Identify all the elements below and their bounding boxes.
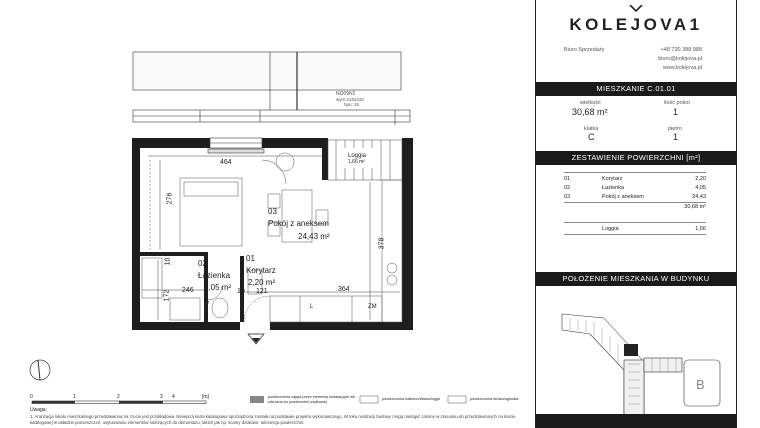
sales-office: Biuro Sprzedaży: [564, 47, 605, 53]
room-01-area: 2,20 m²: [248, 278, 276, 287]
apartment-title: MIESZKANIE C.01.01: [536, 82, 736, 96]
stair-label: klatka: [584, 126, 599, 132]
dim-172: 172: [163, 289, 171, 302]
summary-total: 30,68 m²: [684, 204, 706, 210]
summary-title: ZESTAWIENIE POWIERZCHNI [m²]: [536, 151, 736, 165]
legend-swatch-terrace: [448, 396, 466, 403]
brand-logo-icon: [629, 0, 643, 8]
summary-row: 01 Korytarz 2,20: [564, 176, 706, 182]
floor-value: 1: [673, 132, 679, 142]
north-arrow-icon: [30, 360, 50, 380]
summary-row: 03 Pokój z aneksem 24,43: [564, 194, 706, 200]
fixture-p: P: [206, 301, 210, 307]
panel-footer-bar: [536, 414, 736, 428]
stair-value: C: [588, 132, 595, 142]
summary-loggia: Loggia 1,66: [602, 226, 706, 232]
footer-heading: Uwaga:: [30, 407, 47, 413]
summary-row: 02 Łazienka 4,05: [564, 185, 706, 191]
location-title: POŁOŻENIE MIESZKANIA W BUDYNKU: [536, 272, 736, 286]
contact-web[interactable]: www.kolejova.pl: [662, 65, 702, 71]
legend-text-loggia: powierzchnia balkonu/tarasu/loggii: [382, 397, 441, 401]
area-value: 30,68 m²: [572, 107, 608, 117]
dim-121: 121: [256, 288, 268, 295]
contact-phone[interactable]: +48 730 388 988: [660, 47, 702, 53]
dim-364: 364: [338, 286, 350, 293]
floor-label: piętro: [668, 126, 682, 132]
fixture-l: L: [310, 304, 314, 310]
rooms-label: ilość pokoi: [664, 100, 690, 106]
scale-unit: [m]: [202, 394, 209, 400]
window-size: wym.215x220: [336, 97, 364, 102]
dim-464: 464: [220, 159, 232, 166]
room-01-name: Korytarz: [246, 266, 276, 275]
room-03-name: Pokój z aneksem: [268, 219, 329, 228]
building-location-map: [544, 292, 728, 420]
dim-10-a: 10: [164, 257, 172, 266]
contact-email[interactable]: biuro@kolejova.pl: [658, 56, 702, 62]
dim-276: 276: [166, 192, 174, 205]
scale-tick-3: 3: [160, 394, 163, 400]
info-panel: [535, 0, 737, 428]
scale-bar: [32, 401, 206, 404]
rooms-value: 1: [673, 107, 679, 117]
legend-text-terrace: powierzchnia tarasu/ogródka: [470, 397, 519, 401]
footer-note: 1. Aranżacja lokalu mieszkalnego przedstawiona na rzucie jest przykładowa. Niniejsza karta katalogowa sporządzona została na podstawie projektu wykonawczego. W toku realizacji budowy mogą nastąpić zmiany w stosunku do przedstawionych na karcie katalogowej w układzie pomieszczeń, usytuowaniu elementów należących do demontażu, takich jak np. ściany działowe, tolerancja powierzchni.: [30, 414, 516, 425]
scale-tick-4: 4: [172, 394, 175, 400]
legend-swatch-installation: [250, 396, 264, 403]
room-02-name: Łazienka: [198, 271, 231, 280]
room-02-number: 02: [198, 259, 207, 268]
dim-378: 378: [378, 237, 386, 250]
brand-logo: KOLEJOVA1: [569, 15, 703, 34]
scale-tick-1: 1: [73, 394, 76, 400]
loggia-plan-area: 1,66 m²: [348, 159, 365, 165]
window-code: NO09N2: [336, 91, 356, 97]
window-note: hpn: 15: [344, 102, 360, 107]
area-label: wielkość: [580, 100, 601, 106]
room-03-area: 24,43 m²: [298, 232, 330, 241]
room-03-number: 03: [268, 207, 277, 216]
legend-swatch-loggia: [360, 396, 378, 403]
legend-text-installation: powierzchnia zajęta przez elementy instalacyjne nie wliczana do powierzchni użytkowej: [268, 395, 356, 404]
building-letter: B: [696, 377, 705, 392]
fixture-zm: ZM: [368, 304, 377, 310]
dim-10-b: 10: [237, 288, 245, 295]
loggia-plan-name: Loggia: [348, 153, 367, 159]
room-02-area: 4,05 m²: [204, 283, 232, 292]
scale-tick-0: 0: [30, 394, 33, 400]
room-01-number: 01: [246, 254, 255, 263]
dim-246: 246: [182, 287, 194, 294]
scale-tick-2: 2: [117, 394, 120, 400]
